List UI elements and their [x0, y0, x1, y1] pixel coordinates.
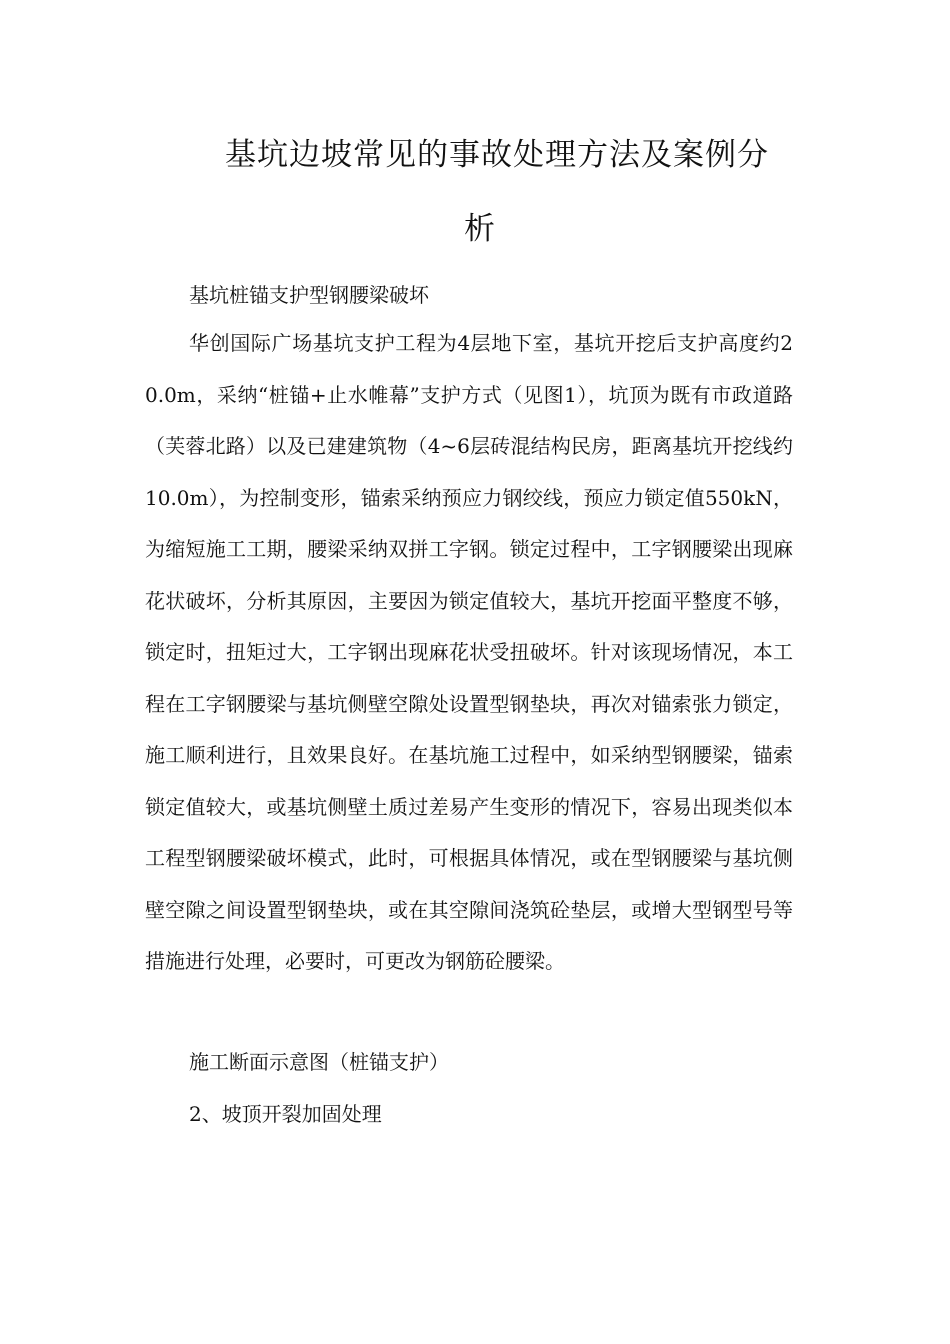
section-1-body: 华创国际广场基坑支护工程为4层地下室，基坑开挖后支护高度约20.0m，采纳“桩锚+止水帷幕”支护方式（见图1），坑顶为既有市政道路（芙蓉北路）以及已建建筑物（4~6层砖混结构民房，距离基坑开挖线约10.0m），为控制变形，锚索采纳预应力钢绞线，预应力锁定值550kN，为缩短施工工期，腰梁采纳双拼工字钢。锁定过程中，工字钢腰梁出现麻花状破坏，分析其原因，主要因为锁定值较大，基坑开挖面平整度不够，锁定时，扭矩过大，工字钢出现麻花状受扭破坏。针对该现场情况，本工程在工字钢腰梁与基坑侧壁空隙处设置型钢垫块，再次对锚索张力锁定，施工顺利进行，且效果良好。在基坑施工过程中，如采纳型钢腰梁，锚索锁定值较大，或基坑侧壁土质过差易产生变形的情况下，容易出现类似本工程型钢腰梁破坏模式，此时，可根据具体情况，或在型钢腰梁与基坑侧壁空隙之间设置型钢垫块，或在其空隙间浇筑砼垫层，或增大型钢型号等措施进行处理，必要时，可更改为钢筋砼腰梁。: [145, 331, 793, 973]
section-2-heading: 2、坡顶开裂加固处理: [189, 1102, 382, 1126]
document-title: [145, 118, 805, 266]
title-line-1: 基坑边坡常见的事故处理方法及案例分: [225, 137, 769, 173]
section-1-heading: 基坑桩锚支护型钢腰梁破坏: [189, 283, 429, 307]
title-line-2: 析: [464, 211, 496, 247]
figure-caption: 施工断面示意图（桩锚支护）: [189, 1050, 449, 1074]
